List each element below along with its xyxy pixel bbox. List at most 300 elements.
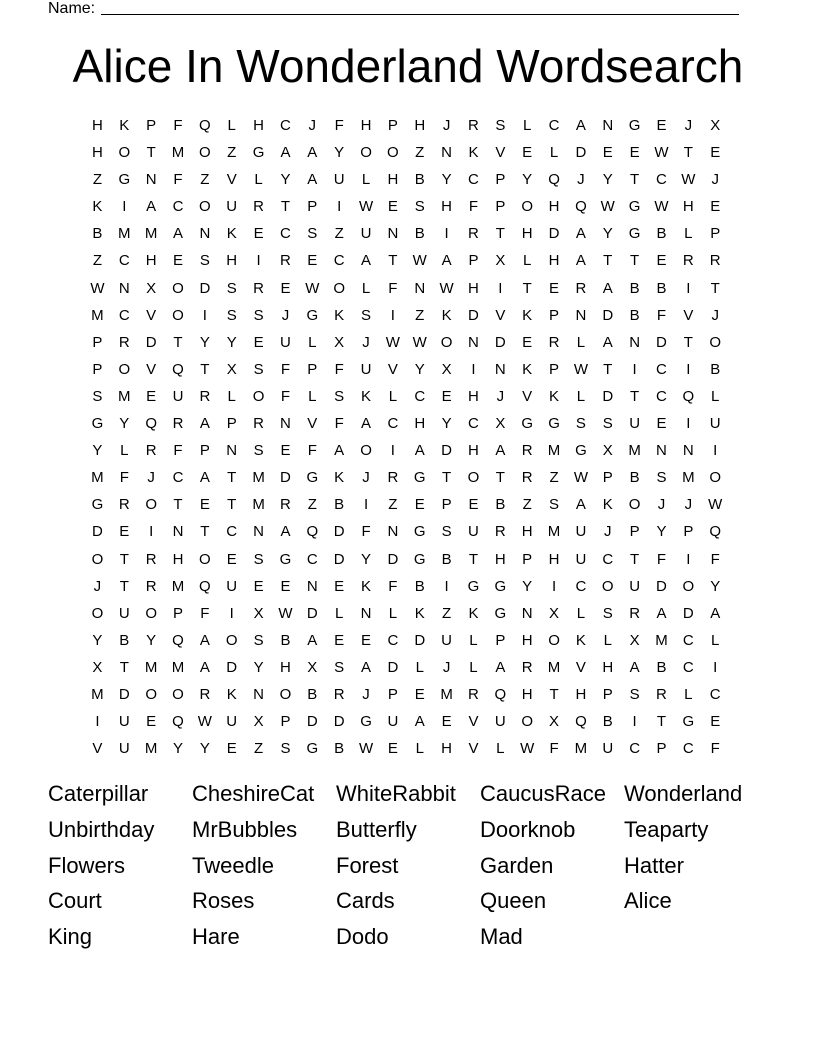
grid-letter: Z [388,496,398,514]
grid-letter: T [549,685,559,703]
grid-letter: J [577,171,585,189]
grid-letter: A [361,252,372,270]
grid-letter: J [362,685,370,703]
grid-letter: L [684,685,693,703]
grid-letter: I [686,550,691,568]
grid-letter: Y [173,740,184,758]
grid-letter: B [119,631,130,649]
grid-letter: O [548,631,560,649]
grid-letter: Z [415,306,425,324]
grid-letter: W [600,198,615,216]
grid-letter: A [307,631,318,649]
grid-letter: D [306,713,318,731]
grid-letter: U [118,604,130,622]
grid-letter: A [495,658,506,676]
grid-letter: L [469,658,478,676]
grid-letter: L [496,740,505,758]
grid-letter: R [199,685,211,703]
grid-letter: E [119,523,130,541]
grid-letter: Z [549,469,559,487]
word-list-item: Flowers [48,852,126,878]
grid-letter: B [602,713,613,731]
grid-letter: W [708,496,723,514]
grid-letter: W [654,198,669,216]
grid-letter: Z [227,144,237,162]
grid-letter: G [306,469,319,487]
grid-letter: X [710,117,721,134]
grid-letter: E [253,225,264,243]
grid-letter: C [468,415,479,433]
grid-letter: B [334,740,345,758]
grid-letter: L [361,279,371,297]
grid-letter: M [171,658,185,676]
grid-letter: H [253,117,264,134]
grid-letter: V [387,360,398,378]
grid-letter: F [549,740,559,758]
grid-letter: I [95,713,100,731]
grid-letter: M [118,387,131,405]
word-list-item: Hatter [624,852,684,878]
grid-letter: T [119,658,129,676]
grid-letter: I [444,577,449,595]
grid-letter: A [280,144,291,162]
grid-letter: Y [441,415,452,433]
grid-letter: S [441,523,452,541]
grid-letter: A [199,631,210,649]
grid-letter: E [522,333,533,351]
grid-letter: S [253,631,264,649]
grid-letter: S [334,387,345,405]
grid-letter: B [334,496,345,514]
grid-letter: P [683,523,694,541]
grid-letter: W [278,604,293,622]
grid-letter: K [92,198,103,216]
word-list-item: Unbirthday [48,816,155,842]
grid-letter: F [710,550,720,568]
grid-letter: X [146,279,157,297]
grid-letter: N [306,577,318,595]
grid-letter: M [547,442,561,460]
grid-letter: G [413,469,426,487]
grid-letter: S [575,415,586,433]
grid-letter: W [654,144,669,162]
grid-letter: T [710,279,720,297]
grid-letter: I [632,713,637,731]
grid-letter: O [521,198,534,216]
grid-letter: P [280,713,291,731]
grid-letter: L [227,387,236,405]
grid-letter: E [280,577,291,595]
grid-letter: R [253,279,264,297]
grid-letter: O [172,685,184,703]
grid-letter: Y [199,333,210,351]
grid-letter: Z [442,604,452,622]
grid-letter: B [629,306,640,324]
grid-letter: Q [172,631,184,649]
grid-letter: D [494,333,506,351]
grid-letter: P [441,496,452,514]
grid-letter: L [415,658,424,676]
grid-letter: K [361,577,372,595]
grid-letter: G [360,713,372,731]
grid-letter: F [307,442,317,460]
grid-letter: D [682,604,694,622]
grid-letter: T [200,360,210,378]
grid-letter: O [709,333,722,351]
grid-letter: V [495,306,506,324]
grid-letter: N [441,144,453,162]
grid-letter: A [414,713,425,731]
grid-letter: K [334,306,345,324]
grid-letter: V [146,360,157,378]
grid-letter: H [521,523,533,541]
grid-letter: N [414,279,426,297]
grid-letter: Z [522,496,532,514]
grid-letter: R [468,225,479,243]
grid-letter: W [197,713,212,731]
grid-letter: T [630,550,640,568]
grid-letter: T [683,144,693,162]
grid-letter: S [253,550,264,568]
grid-letter: J [657,496,666,514]
grid-letter: F [280,387,291,405]
grid-letter: L [469,631,478,649]
grid-letter: C [575,577,587,595]
grid-letter: K [441,306,452,324]
grid-letter: N [387,523,399,541]
grid-letter: N [387,225,399,243]
grid-letter: B [280,631,291,649]
grid-letter: L [711,387,720,405]
grid-letter: X [495,415,506,433]
grid-letter: O [91,550,104,568]
grid-letter: E [253,333,264,351]
grid-letter: L [361,171,371,189]
grid-letter: K [468,144,479,162]
grid-letter: P [602,685,613,703]
grid-letter: H [494,550,506,568]
grid-letter: G [413,523,426,541]
grid-letter: C [629,740,641,758]
name-field [48,0,739,18]
grid-letter: N [280,415,291,433]
grid-letter: C [602,550,614,568]
grid-letter: P [199,442,210,460]
grid-letter: P [173,604,184,622]
grid-letter: M [91,306,104,324]
grid-letter: E [441,713,452,731]
grid-letter: G [548,415,560,433]
word-list-item: Caterpillar [48,781,149,806]
grid-letter: S [226,279,237,297]
grid-letter: H [548,550,560,568]
grid-letter: W [439,279,454,297]
grid-letter: S [549,496,560,514]
word-list-item: Court [48,888,102,914]
grid-letter: U [575,550,587,568]
grid-letter: B [629,469,640,487]
grid-letter: H [548,252,560,270]
grid-letter: O [252,387,265,405]
grid-letter: I [686,415,691,433]
grid-letter: O [279,685,292,703]
grid-letter: A [656,604,667,622]
grid-letter: R [118,333,130,351]
grid-letter: S [307,225,318,243]
grid-letter: X [441,360,452,378]
grid-letter: M [252,496,265,514]
grid-letter: D [333,523,345,541]
grid-letter: U [629,577,641,595]
grid-letter: R [575,279,587,297]
grid-letter: N [682,442,694,460]
grid-letter: B [441,550,452,568]
grid-letter: E [226,550,237,568]
grid-letter: R [199,387,211,405]
grid-letter: U [226,577,238,595]
name-label: Name: [48,0,96,17]
grid-letter: C [280,117,291,134]
grid-letter: E [361,631,372,649]
grid-letter: E [710,144,721,162]
grid-letter: K [602,496,613,514]
grid-letter: M [682,469,695,487]
grid-letter: A [173,225,184,243]
word-list-item: Forest [336,852,399,878]
grid-letter: Z [334,225,344,243]
grid-letter: V [307,415,318,433]
grid-letter: B [307,685,318,703]
grid-letter: G [494,604,507,622]
grid-letter: X [549,604,560,622]
grid-letter: E [468,496,479,514]
grid-letter: P [468,252,479,270]
grid-letter: W [412,252,427,270]
grid-letter: M [144,740,158,758]
grid-letter: I [498,279,503,297]
grid-letter: Y [710,577,721,595]
grid-letter: T [280,198,291,216]
grid-letter: S [602,415,613,433]
grid-letter: Q [494,685,507,703]
grid-letter: T [495,469,505,487]
grid-letter: Y [199,740,210,758]
grid-letter: M [144,225,158,243]
grid-letter: W [90,279,105,297]
grid-letter: V [468,713,479,731]
grid-letter: H [468,279,479,297]
grid-letter: E [173,252,184,270]
word-list-item: Hare [192,924,240,949]
grid-letter: Q [682,387,695,405]
grid-letter: T [495,225,505,243]
grid-letter: U [468,523,479,541]
grid-letter: T [227,469,237,487]
grid-letter: C [333,252,345,270]
grid-letter: G [413,550,426,568]
grid-letter: S [656,469,667,487]
word-list-item: Queen [480,888,547,914]
grid-letter: Q [575,198,587,216]
grid-letter: G [467,577,480,595]
grid-letter: O [172,306,184,324]
grid-letter: P [307,360,318,378]
grid-letter: R [521,658,533,676]
grid-letter: E [656,117,667,134]
grid-letter: X [495,252,506,270]
grid-letter: P [549,360,560,378]
grid-letter: A [199,658,210,676]
grid-letter: H [360,117,372,134]
grid-letter: H [226,252,238,270]
grid-letter: F [200,604,210,622]
grid-letter: E [307,252,318,270]
grid-letter: T [200,523,210,541]
grid-letter: P [495,198,506,216]
grid-letter: Y [441,171,452,189]
grid-letter: A [441,252,452,270]
grid-letter: L [603,631,612,649]
grid-letter: W [358,740,374,758]
word-list-item: CheshireCat [192,781,315,806]
grid-letter: A [334,442,345,460]
grid-letter: W [358,198,374,216]
grid-letter: T [522,279,532,297]
grid-letter: S [629,685,640,703]
grid-letter: D [226,658,238,676]
grid-letter: K [414,604,425,622]
grid-letter: T [119,550,129,568]
grid-letter: S [253,442,264,460]
grid-letter: L [227,117,236,134]
grid-letter: M [91,469,104,487]
grid-letter: M [171,144,185,162]
grid-letter: N [172,523,184,541]
grid-letter: R [682,252,694,270]
grid-letter: M [547,523,561,541]
grid-letter: J [604,523,612,541]
grid-letter: D [602,387,614,405]
grid-letter: V [683,306,694,324]
grid-letter: Q [709,523,722,541]
grid-letter: S [495,117,506,134]
grid-letter: B [495,496,506,514]
grid-letter: P [92,360,103,378]
grid-letter: H [145,252,157,270]
grid-letter: B [656,225,667,243]
grid-letter: F [280,360,291,378]
grid-letter: C [387,415,399,433]
grid-letter: Q [172,713,184,731]
grid-letter: A [146,198,157,216]
grid-letter: A [575,252,586,270]
grid-letter: Q [548,171,560,189]
grid-letter: R [387,469,399,487]
grid-letter: E [441,387,452,405]
grid-letter: I [713,658,718,676]
grid-letter: E [253,577,264,595]
grid-letter: R [521,469,533,487]
grid-letter: Y [146,631,157,649]
grid-letter: J [711,306,719,324]
word-list-item: Wonderland [624,781,743,806]
grid-letter: O [467,469,480,487]
word-list-item: WhiteRabbit [336,781,456,806]
grid-letter: A [495,442,506,460]
grid-letter: E [549,279,560,297]
grid-letter: U [602,740,614,758]
grid-letter: B [414,577,425,595]
grid-letter: X [629,631,640,649]
grid-letter: Z [200,171,210,189]
grid-letter: E [146,387,157,405]
grid-letter: H [521,225,533,243]
grid-letter: C [682,631,694,649]
grid-letter: N [253,685,264,703]
grid-letter: C [172,469,184,487]
grid-letter: Y [602,171,613,189]
grid-letter: G [279,550,292,568]
grid-letter: P [710,225,721,243]
grid-letter: F [656,306,667,324]
grid-letter: U [226,713,238,731]
grid-letter: H [280,658,291,676]
grid-letter: Y [522,577,533,595]
grid-letter: O [709,469,722,487]
grid-letter: T [603,360,613,378]
grid-letter: T [119,577,129,595]
grid-letter: O [91,604,104,622]
grid-letter: U [118,713,130,731]
grid-letter: D [306,604,318,622]
grid-letter: Y [334,144,345,162]
grid-letter: X [549,713,560,731]
grid-letter: E [280,279,291,297]
grid-letter: T [683,333,693,351]
grid-letter: G [682,713,695,731]
grid-letter: Y [522,171,533,189]
grid-letter: I [686,360,691,378]
grid-letter: O [199,198,211,216]
grid-letter: D [575,144,587,162]
grid-letter: Y [119,415,130,433]
grid-letter: H [441,198,453,216]
grid-letter: E [522,144,533,162]
grid-letter: R [145,550,157,568]
grid-letter: R [333,685,345,703]
grid-letter: O [118,360,131,378]
grid-letter: Z [415,144,425,162]
grid-letter: D [333,713,345,731]
grid-letter: G [628,117,641,134]
word-list-item: Mad [480,924,523,949]
grid-letter: N [468,333,479,351]
grid-letter: N [521,604,533,622]
grid-letter: T [603,252,613,270]
grid-letter: O [145,685,157,703]
grid-letter: N [656,442,667,460]
grid-letter: L [711,631,720,649]
grid-letter: V [92,740,103,758]
grid-letter: P [307,198,318,216]
grid-letter: A [280,523,291,541]
grid-letter: W [573,360,588,378]
grid-letter: E [280,442,291,460]
grid-letter: I [363,496,369,514]
grid-letter: Q [172,360,184,378]
grid-letter: E [226,740,237,758]
grid-letter: R [709,252,721,270]
